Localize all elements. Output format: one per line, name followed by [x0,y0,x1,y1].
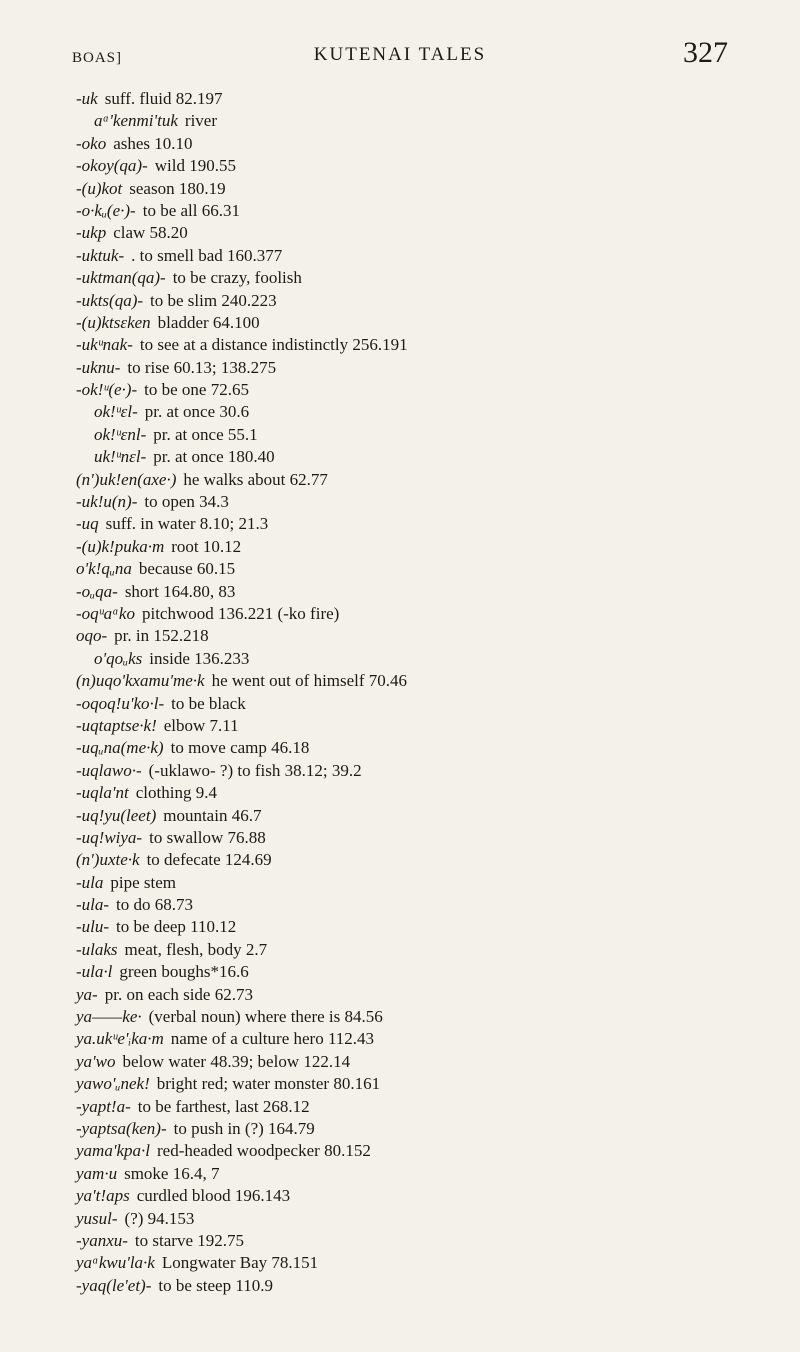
entry-gloss: (-uklawo- ?) to fish 38.12; 39.2 [148,760,362,780]
glossary-entry [76,939,728,961]
glossary-entry [76,446,728,468]
entry-headword: -oqᵘaᵅko [76,603,135,623]
entry-headword: -ulu- [76,917,110,937]
entry-headword: (n')uk!en(axe·) [76,469,177,489]
glossary-entry [76,334,728,356]
glossary-entry [76,1252,728,1274]
entry-gloss: . to smell bad 160.377 [131,245,283,265]
glossary-entry [76,1185,728,1207]
entry-gloss: he walks about 62.77 [183,469,328,489]
glossary-entry [76,110,728,132]
glossary-entry [76,222,728,244]
entry-gloss: to be black [171,693,246,713]
glossary-entry [76,1230,728,1252]
glossary-entry [76,872,728,894]
glossary-entry [76,1028,728,1050]
entry-gloss: pipe stem [110,872,177,892]
entry-headword: aᵅ'kenmi'tuk [94,111,178,131]
entry-gloss: because 60.15 [138,559,236,579]
entry-gloss: to see at a distance indistinctly 256.191 [139,335,408,355]
page-number: 327 [683,36,728,69]
entry-headword: o'k!qᵤna [76,559,132,579]
entry-headword: -ula [76,872,104,892]
entry-headword: -uqlawo·- [76,760,142,780]
glossary-entry [76,379,728,401]
entry-headword: ok!ᵘɛnl- [94,424,147,444]
entry-gloss: (?) 94.153 [124,1208,195,1228]
entry-headword: yusul- [76,1208,118,1228]
entry-gloss: to be deep 110.12 [116,917,237,937]
entry-gloss: bladder 64.100 [157,312,260,332]
entry-gloss: short 164.80, 83 [124,581,236,601]
entry-headword: -oqoq!u'ko·l- [76,693,165,713]
glossary-entry [76,760,728,782]
entry-gloss: season 180.19 [129,178,226,198]
glossary-entry [76,401,728,423]
glossary-entry [76,558,728,580]
entry-gloss: to move camp 46.18 [170,738,310,758]
entry-headword: ya——ke· [76,1007,142,1027]
entry-gloss: meat, flesh, body 2.7 [124,939,268,959]
glossary-entry [76,737,728,759]
entry-headword: -uk [76,89,98,108]
entry-headword: -oko [76,133,107,153]
entry-headword: -oᵤqa- [76,581,118,601]
glossary-entry [76,1275,728,1297]
entry-gloss: to be one 72.65 [144,380,249,400]
entry-gloss: clothing 9.4 [135,783,217,803]
glossary-entry [76,133,728,155]
entry-gloss: pr. at once 180.40 [153,447,275,467]
entry-headword: -ukᵘnak- [76,335,133,355]
entry-gloss: to do 68.73 [116,895,194,915]
entry-gloss: ashes 10.10 [113,133,193,153]
entry-gloss: to be steep 110.9 [158,1275,273,1295]
author-header: BOAS] [72,50,123,66]
entry-headword: -uqla'nt [76,783,129,803]
entry-headword: -ulaks [76,939,118,959]
glossary-entry [76,88,728,110]
entry-headword: -okoy(qa)- [76,156,148,176]
entry-gloss: name of a culture hero 112.43 [170,1029,375,1049]
entry-gloss: inside 136.233 [149,648,250,668]
glossary-entry [76,648,728,670]
entry-gloss: to defecate 124.69 [146,850,272,870]
entry-gloss: curdled blood 196.143 [136,1186,291,1206]
entry-headword: oqo- [76,626,108,646]
entry-gloss: Longwater Bay 78.151 [161,1253,319,1273]
glossary-entry [76,603,728,625]
glossary-entry [76,984,728,1006]
glossary-entry [76,1163,728,1185]
glossary-entry [76,1051,728,1073]
glossary-entry [76,469,728,491]
entry-gloss: to be farthest, last 268.12 [137,1096,310,1116]
entry-gloss: he went out of himself 70.46 [211,671,408,691]
entry-gloss: to open 34.3 [144,492,229,512]
entry-headword: -uq!yu(leet) [76,805,157,825]
entry-headword: ok!ᵘɛl- [94,402,138,422]
entry-headword: uk!ᵘnɛl- [94,447,147,467]
glossary-entry [76,178,728,200]
glossary-entry [76,782,728,804]
entry-gloss: to starve 192.75 [134,1230,244,1250]
glossary-entry [76,670,728,692]
glossary-entry [76,961,728,983]
entry-gloss: red-headed woodpecker 80.152 [156,1141,371,1161]
entry-headword: yama'kpa·l [76,1141,150,1161]
glossary-entry [76,805,728,827]
entry-gloss: green boughs*16.6 [119,962,249,982]
entry-headword: -ukts(qa)- [76,290,144,310]
glossary-entry [76,693,728,715]
entry-gloss: river [184,111,217,131]
entry-gloss: to be crazy, foolish [172,268,302,288]
glossary-entry [76,1140,728,1162]
glossary-entry [76,424,728,446]
entry-headword: ya.ukᵘe'ᵢka·m [76,1029,164,1049]
entry-gloss: pr. in 152.218 [114,626,209,646]
glossary-entry [76,312,728,334]
entry-headword: -uq [76,514,99,534]
entry-gloss: below water 48.39; below 122.14 [122,1051,351,1071]
entry-gloss: to swallow 76.88 [149,827,266,847]
entry-headword: (n')uxte·k [76,850,140,870]
entry-headword: -ula- [76,895,110,915]
glossary-entry [76,581,728,603]
glossary-entry [76,1208,728,1230]
entry-headword: -uq!wiya- [76,827,143,847]
glossary-entry [76,513,728,535]
entry-headword: -uktuk- [76,245,125,265]
entry-gloss: suff. in water 8.10; 21.3 [105,514,269,534]
glossary-entry [76,290,728,312]
entry-gloss: elbow 7.11 [163,715,239,735]
glossary-entry [76,245,728,267]
entry-headword: -(u)ktsɛken [76,312,151,332]
entry-gloss: bright red; water monster 80.161 [156,1074,381,1094]
entry-headword: -ukp [76,223,107,243]
entry-gloss: wild 190.55 [154,156,236,176]
entry-headword: -yaq(le'et)- [76,1275,152,1295]
glossary-entries [72,88,728,1297]
glossary-entry [76,1073,728,1095]
glossary-entry [76,827,728,849]
entry-headword: (n)uqo'kxamu'me·k [76,671,205,691]
glossary-entry [76,200,728,222]
glossary-entry [76,357,728,379]
glossary-entry [76,536,728,558]
entry-headword: -uqtaptse·k! [76,715,157,735]
entry-gloss: claw 58.20 [113,223,188,243]
glossary-entry [76,715,728,737]
glossary-entry [76,1006,728,1028]
entry-headword: o'qoᵤks [94,648,143,668]
glossary-entry [76,267,728,289]
entry-gloss: pr. on each side 62.73 [104,984,253,1004]
entry-headword: -ok!ᵘ(e·)- [76,380,138,400]
entry-gloss: suff. fluid 82.197 [104,89,223,108]
entry-headword: -yaptsa(ken)- [76,1118,167,1138]
entry-headword: -(u)k!puka·m [76,536,165,556]
entry-headword: yam·u [76,1163,118,1183]
glossary-entry [76,1096,728,1118]
entry-headword: -uqᵤna(me·k) [76,738,164,758]
entry-headword: -o·kᵤ(e·)- [76,200,136,220]
entry-gloss: to push in (?) 164.79 [173,1118,315,1138]
glossary-entry [76,625,728,647]
entry-headword: ya- [76,984,98,1004]
entry-gloss: pr. at once 30.6 [144,402,250,422]
entry-gloss: root 10.12 [171,536,242,556]
glossary-entry [76,491,728,513]
glossary-entry [76,155,728,177]
entry-headword: yawo'ᵤnek! [76,1074,150,1094]
entry-gloss: mountain 46.7 [163,805,262,825]
entry-gloss: to be all 66.31 [142,200,240,220]
entry-gloss: pitchwood 136.221 (-ko fire) [141,603,340,623]
entry-gloss: (verbal noun) where there is 84.56 [148,1007,383,1027]
glossary-entry [76,849,728,871]
entry-headword: ya't!aps [76,1186,130,1206]
glossary-entry [76,1118,728,1140]
entry-gloss: pr. at once 55.1 [153,424,258,444]
glossary-entry [76,916,728,938]
entry-gloss: smoke 16.4, 7 [124,1163,220,1183]
entry-headword: -uktman(qa)- [76,268,166,288]
entry-headword: -yanxu- [76,1230,128,1250]
entry-gloss: to rise 60.13; 138.275 [127,357,277,377]
book-title-header: KUTENAI TALES [313,44,487,65]
entry-headword: -(u)kot [76,178,123,198]
running-header [72,38,728,82]
glossary-entry [76,894,728,916]
entry-headword: -uknu- [76,357,121,377]
entry-headword: -yapt!a- [76,1096,131,1116]
entry-headword: yaᵅkwu'la·k [76,1253,155,1273]
entry-gloss: to be slim 240.223 [150,290,277,310]
entry-headword: -ula·l [76,962,113,982]
entry-headword: -uk!u(n)- [76,492,138,512]
entry-headword: ya'wo [76,1051,116,1071]
